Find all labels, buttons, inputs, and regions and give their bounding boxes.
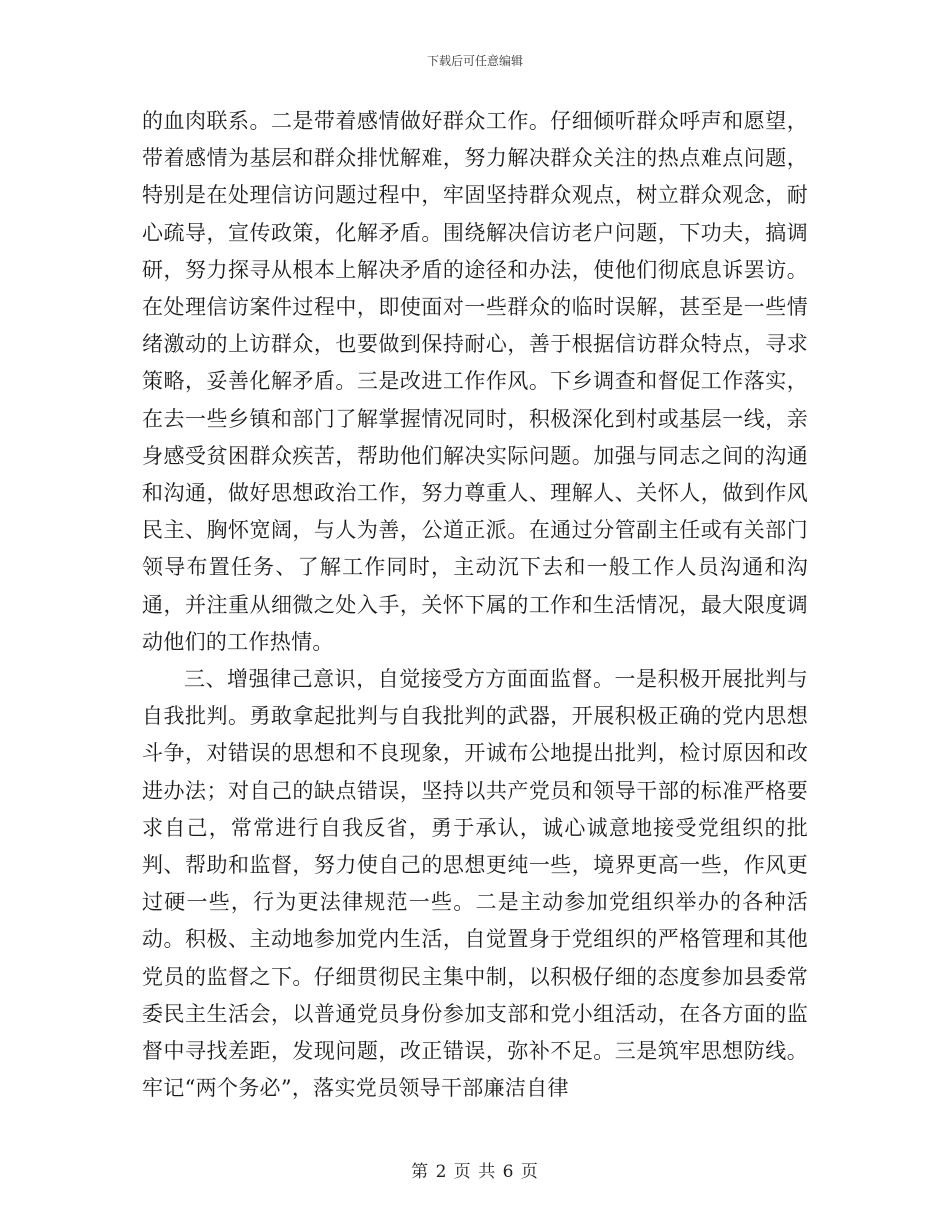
paragraph-1: 的血肉联系。二是带着感情做好群众工作。仔细倾听群众呼声和愿望，带着感情为基层和群众排忧解难，努力解决群众关注的热点难点问题，特别是在处理信访问题过程中，牢固坚持群众观点，树立群众观念，耐心疏导，宣传政策，化解矛盾。围绕解决信访老户问题，下功夫，搞调研，努力探寻从根本上解决矛盾的途径和办法，使他们彻底息诉罢访。在处理信访案件过程中，即使面对一些群众的临时误解，甚至是一些情绪激动的上访群众，也要做到保持耐心，善于根据信访群众特点，寻求策略，妥善化解矛盾。三是改进工作作风。下乡调查和督促工作落实，在去一些乡镇和部门了解掌握情况同时，积极深化到村或基层一线，亲身感受贫困群众疾苦，帮助他们解决实际问题。加强与同志之间的沟通和沟通，做好思想政治工作，努力尊重人、理解人、关怀人，做到作风民主、胸怀宽阔，与人为善，公道正派。在通过分管副主任或有关部门领导布置任务、了解工作同时，主动沉下去和一般工作人员沟通和沟通，并注重从细微之处入手，关怀下属的工作和生活情况，最大限度调动他们的工作热情。 xyxy=(142,109,808,654)
paragraph-2: 三、增强律己意识，自觉接受方方面面监督。一是积极开展批判与自我批判。勇敢拿起批判与自我批判的武器，开展积极正确的党内思想斗争，对错误的思想和不良现象，开诚布公地提出批判，检讨原因和改进办法；对自己的缺点错误，坚持以共产党员和领导干部的标准严格要求自己，常常进行自我反省，勇于承认，诚心诚意地接受党组织的批判、帮助和监督，努力使自己的思想更纯一些，境界更高一些，作风更过硬一些，行为更法律规范一些。二是主动参加党组织举办的各种活动。积极、主动地参加党内生活，自觉置身于党组织的严格管理和其他党员的监督之下。仔细贯彻民主集中制，以积极仔细的态度参加县委常委民主生活会，以普通党员身份参加支部和党小组活动，在各方面的监督中寻找差距，发现问题，改正错误，弥补不足。三是筑牢思想防线。牢记“两个务必”，落实党员领导干部廉洁自律 xyxy=(142,667,808,1101)
page-header: 下载后可任意编辑 xyxy=(426,54,523,68)
document-body xyxy=(142,103,808,1107)
page-number-footer: 第 2 页 共 6 页 xyxy=(411,1162,539,1182)
